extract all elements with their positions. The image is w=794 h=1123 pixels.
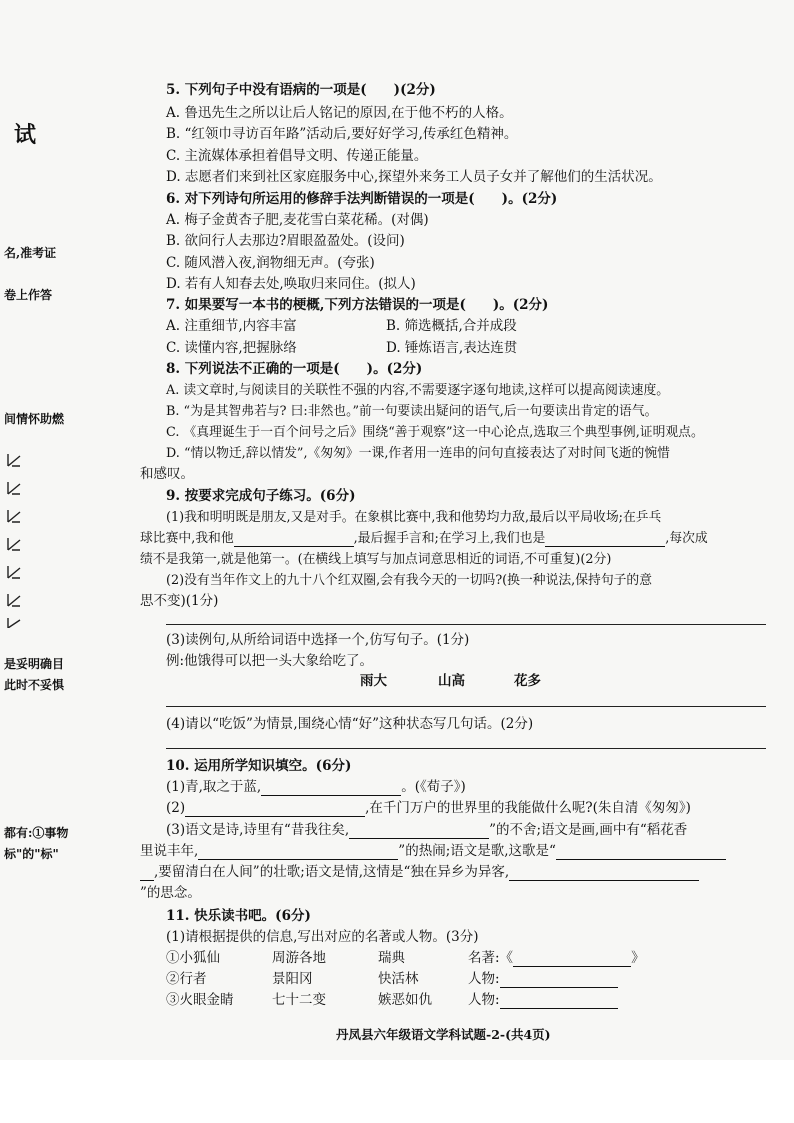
q9-part1-line2 [140, 530, 708, 547]
q10-part3-text-d: ”的热闹;语文是歌,这歌是“ [398, 843, 556, 859]
q7-option-d: D. 锤炼语言,表达连贯 [386, 340, 518, 356]
edge-title-char: 试 [14, 122, 37, 148]
q10-part2 [166, 800, 691, 817]
q9-part3-example: 例:他饿得可以把一头大象给吃了。 [166, 653, 374, 669]
q11-row3-label: 人物: [468, 992, 500, 1008]
q10-part3-text-b: ”的不舍;语文是画,画中有“稻花香 [489, 822, 688, 838]
q10-blank-6[interactable] [509, 866, 699, 881]
q10-part1-text-a: (1)青,取之于蓝, [166, 779, 262, 795]
q11-stem: 11. 快乐读书吧。(6分) [166, 908, 311, 924]
q6-option-c: C. 随风潜入夜,润物细无声。(夸张) [166, 255, 375, 271]
q11-row2-label: 人物: [468, 971, 500, 987]
edge-text-5: 此时不妥惧 [4, 678, 65, 692]
word-choice-3: 花多 [514, 673, 541, 689]
page-footer: 丹凤县六年级语文学科试题-2-(共4页) [336, 1027, 551, 1042]
q7-option-b: B. 筛选概括,合并成段 [386, 318, 517, 334]
q11-row2-clue2: 景阳冈 [272, 971, 313, 987]
q9-blank-1[interactable] [234, 532, 354, 547]
edge-text-2: 卷上作答 [4, 288, 53, 302]
q11-row3-answer [468, 992, 618, 1009]
q7-option-c: C. 读懂内容,把握脉络 [166, 340, 297, 356]
q9-part3-word-choices [360, 673, 541, 690]
q9-part2-line1: (2)没有当年作文上的九十八个红双圈,会有我今天的一切吗?(换一种说法,保持句子的意 [166, 573, 653, 588]
q9-part1-text-c: ,每次成 [665, 531, 708, 546]
q9-part1-line1: (1)我和明明既是朋友,又是对手。在象棋比赛中,我和他势均力敌,最后以平局收场;在乒乓 [166, 510, 662, 525]
q10-part3-text-a: (3)语文是诗,诗里有“昔我往矣, [166, 822, 350, 838]
q5-option-a: A. 鲁迅先生之所以让后人铭记的原因,在于他不朽的人格。 [166, 105, 513, 121]
q10-part3-line4: ”的思念。 [140, 885, 201, 901]
word-choice-2: 山高 [438, 673, 465, 689]
q9-part4-answer-line[interactable] [166, 748, 766, 749]
q10-blank-5[interactable] [556, 845, 726, 860]
q11-row1-clue3: 瑞典 [378, 950, 405, 966]
edge-text-7: 标"的"标" [4, 847, 59, 861]
edge-text-3: 间情怀助燃 [4, 412, 65, 426]
q11-row1-close: 》 [631, 950, 645, 966]
q10-stem: 10. 运用所学知识填空。(6分) [166, 758, 352, 774]
edge-text-1: 名,准考证 [4, 246, 57, 260]
q8-stem: 8. 下列说法不正确的一项是( )。(2分) [166, 361, 423, 377]
q11-row2-clue1: ②行者 [166, 971, 207, 987]
q10-part3-line3 [140, 864, 699, 881]
q7-stem: 7. 如果要写一本书的梗概,下列方法错误的一项是( )。(2分) [166, 297, 549, 313]
q6-option-b: B. 欲问行人去那边?眉眼盈盈处。(设问) [166, 233, 405, 249]
q11-row1-clue1: ①小狐仙 [166, 950, 220, 966]
q9-part3-answer-line[interactable] [166, 706, 766, 707]
q10-part3-text-e: ,要留清白在人间”的壮歌;语文是情,这情是“独在异乡为异客, [154, 864, 510, 880]
margin-tick-marks [6, 452, 22, 628]
q11-row1-clue2: 周游各地 [272, 950, 326, 966]
q11-row1-blank[interactable] [513, 952, 631, 967]
q9-stem: 9. 按要求完成句子练习。(6分) [166, 488, 356, 504]
q5-stem: 5. 下列句子中没有语病的一项是( )(2分) [166, 82, 436, 98]
q11-row2-blank[interactable] [500, 973, 618, 988]
q9-part4: (4)请以“吃饭”为情景,围绕心情“好”这种状态写几句话。(2分) [166, 716, 534, 732]
q9-part1-text-a: 球比赛中,我和他 [140, 531, 234, 546]
q8-option-b: B. “为是其智弗若与? 曰:非然也。”前一句要读出疑问的语气,后一句要读出肯定的语气。 [166, 404, 658, 419]
q11-row2-clue3: 快活林 [378, 971, 419, 987]
q5-option-c: C. 主流媒体承担着倡导文明、传递正能量。 [166, 148, 428, 164]
q9-blank-2[interactable] [545, 532, 665, 547]
q10-part2-text-a: (2) [166, 800, 186, 816]
q9-part1-text-b: ,最后握手言和;在学习上,我们也是 [353, 531, 546, 546]
q10-blank-3[interactable] [349, 824, 489, 839]
q8-option-d-line2: 和感叹。 [140, 466, 194, 482]
q11-row1-answer [468, 950, 645, 967]
q11-part1: (1)请根据提供的信息,写出对应的名著或人物。(3分) [166, 929, 479, 945]
word-choice-1: 雨大 [360, 673, 387, 689]
q11-row3-clue2: 七十二变 [272, 992, 326, 1008]
q11-row2-answer [468, 971, 618, 988]
q10-part3-line2 [140, 843, 726, 860]
q10-blank-2[interactable] [185, 802, 365, 817]
q9-part2-line2: 思不变)(1分) [140, 593, 219, 609]
q11-row3-clue1: ③火眼金睛 [166, 992, 234, 1008]
q6-stem: 6. 对下列诗句所运用的修辞手法判断错误的一项是( )。(2分) [166, 191, 558, 207]
q6-option-a: A. 梅子金黄杏子肥,麦花雪白菜花稀。(对偶) [166, 212, 429, 228]
q5-option-b: B. “红领巾寻访百年路”活动后,要好好学习,传承红色精神。 [166, 126, 518, 142]
q10-part1 [166, 779, 466, 796]
q7-option-a: A. 注重细节,内容丰富 [166, 318, 297, 334]
q8-option-d-line1: D. “情以物迁,辞以情发”,《匆匆》一课,作者用一连串的问句直接表达了对时间飞逝的惋惜 [166, 446, 670, 461]
q10-part2-text-b: ,在千门万户的世界里的我能做什么呢?(朱自清《匆匆》) [365, 800, 691, 816]
q11-row3-clue3: 嫉恶如仇 [378, 992, 432, 1008]
q11-row3-blank[interactable] [500, 994, 618, 1009]
q10-part3-text-c: 里说丰年, [140, 843, 199, 859]
q5-option-d: D. 志愿者们来到社区家庭服务中心,探望外来务工人员子女并了解他们的生活状况。 [166, 169, 662, 185]
q9-part1-line3: 绩不是我第一,就是他第一。(在横线上填写与加点词意思相近的词语,不可重复)(2分) [140, 552, 612, 567]
q9-part3-line1: (3)读例句,从所给词语中选择一个,仿写句子。(1分) [166, 632, 470, 648]
q10-part3-line1 [166, 822, 687, 839]
q8-option-a: A. 读文章时,与阅读目的关联性不强的内容,不需要逐字逐句地读,这样可以提高阅读速度。 [166, 383, 670, 398]
q10-blank-1[interactable] [261, 781, 401, 796]
q10-blank-4[interactable] [198, 845, 398, 860]
q8-option-c: C. 《真理诞生于一百个问号之后》围绕“善于观察”这一中心论点,选取三个典型事例,证明观点。 [166, 425, 704, 440]
q11-row1-label: 名著:《 [468, 950, 514, 966]
q10-blank-5-cont[interactable] [140, 866, 154, 881]
q9-part2-answer-line[interactable] [166, 624, 766, 625]
edge-text-4: 是妥明确目 [4, 657, 65, 671]
q6-option-d: D. 若有人知春去处,唤取归来同住。(拟人) [166, 276, 416, 292]
q10-part1-text-b: 。(《荀子》) [401, 779, 466, 795]
edge-text-6: 都有:①事物 [4, 826, 69, 840]
